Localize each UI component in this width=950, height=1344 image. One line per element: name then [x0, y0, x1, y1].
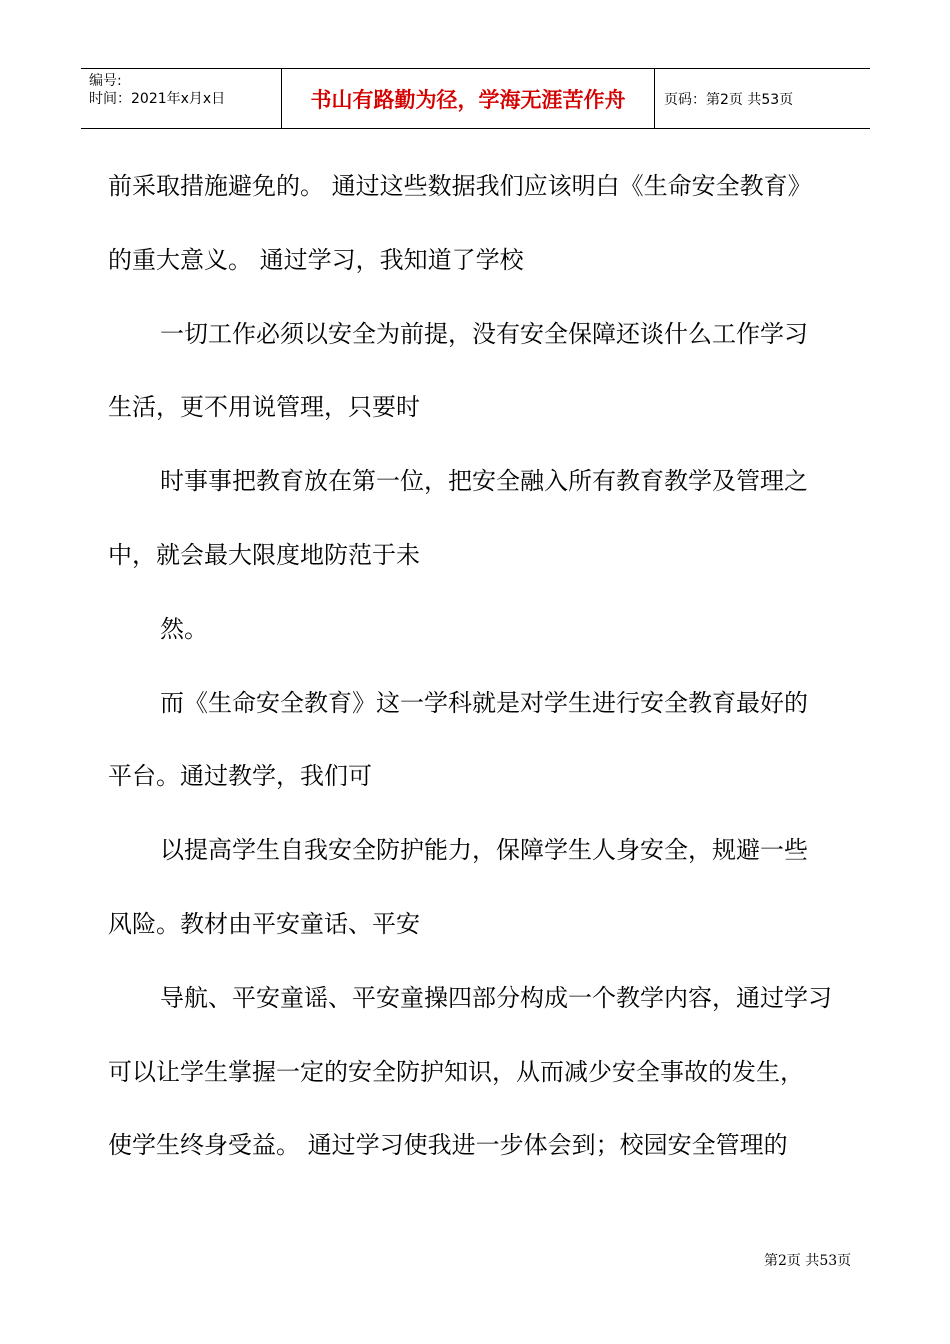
body-line: 中，就会最大限度地防范于未 — [108, 540, 420, 569]
body-line: 然。 — [160, 614, 208, 643]
page-header — [81, 68, 870, 129]
document-time-label: 时间：2021年x月x日 — [89, 91, 226, 107]
body-line: 导航、平安童谣、平安童操四部分构成一个教学内容，通过学习 — [160, 983, 832, 1012]
body-line: 使学生终身受益。 通过学习使我进一步体会到；校园安全管理的 — [108, 1131, 788, 1160]
body-line: 生活，更不用说管理，只要时 — [108, 393, 420, 422]
header-page-info: 页码：第2页 共53页 — [664, 91, 794, 108]
header-meta — [89, 72, 225, 108]
body-line: 时事事把教育放在第一位，把安全融入所有教育教学及管理之 — [160, 467, 808, 496]
body-line: 前采取措施避免的。 通过这些数据我们应该明白《生命安全教育》 — [108, 172, 812, 200]
header-divider — [654, 69, 655, 128]
document-number-label: 编号: — [89, 73, 122, 89]
body-line: 的重大意义。 通过学习，我知道了学校 — [108, 245, 524, 274]
body-line: 风险。教材由平安童话、平安 — [108, 909, 420, 938]
body-line: 而《生命安全教育》这一学科就是对学生进行安全教育最好的 — [160, 688, 808, 717]
document-body — [108, 150, 848, 1183]
body-line: 以提高学生自我安全防护能力，保障学生人身安全，规避一些 — [160, 836, 808, 865]
body-line: 平台。通过教学，我们可 — [108, 762, 372, 791]
body-line: 可以让学生掌握一定的安全防护知识，从而减少安全事故的发生， — [108, 1057, 804, 1086]
header-motto: 书山有路勤为径，学海无涯苦作舟 — [310, 87, 626, 112]
body-line: 一切工作必须以安全为前提，没有安全保障还谈什么工作学习 — [160, 319, 808, 348]
page-footer: 第2页 共53页 — [764, 1253, 852, 1269]
